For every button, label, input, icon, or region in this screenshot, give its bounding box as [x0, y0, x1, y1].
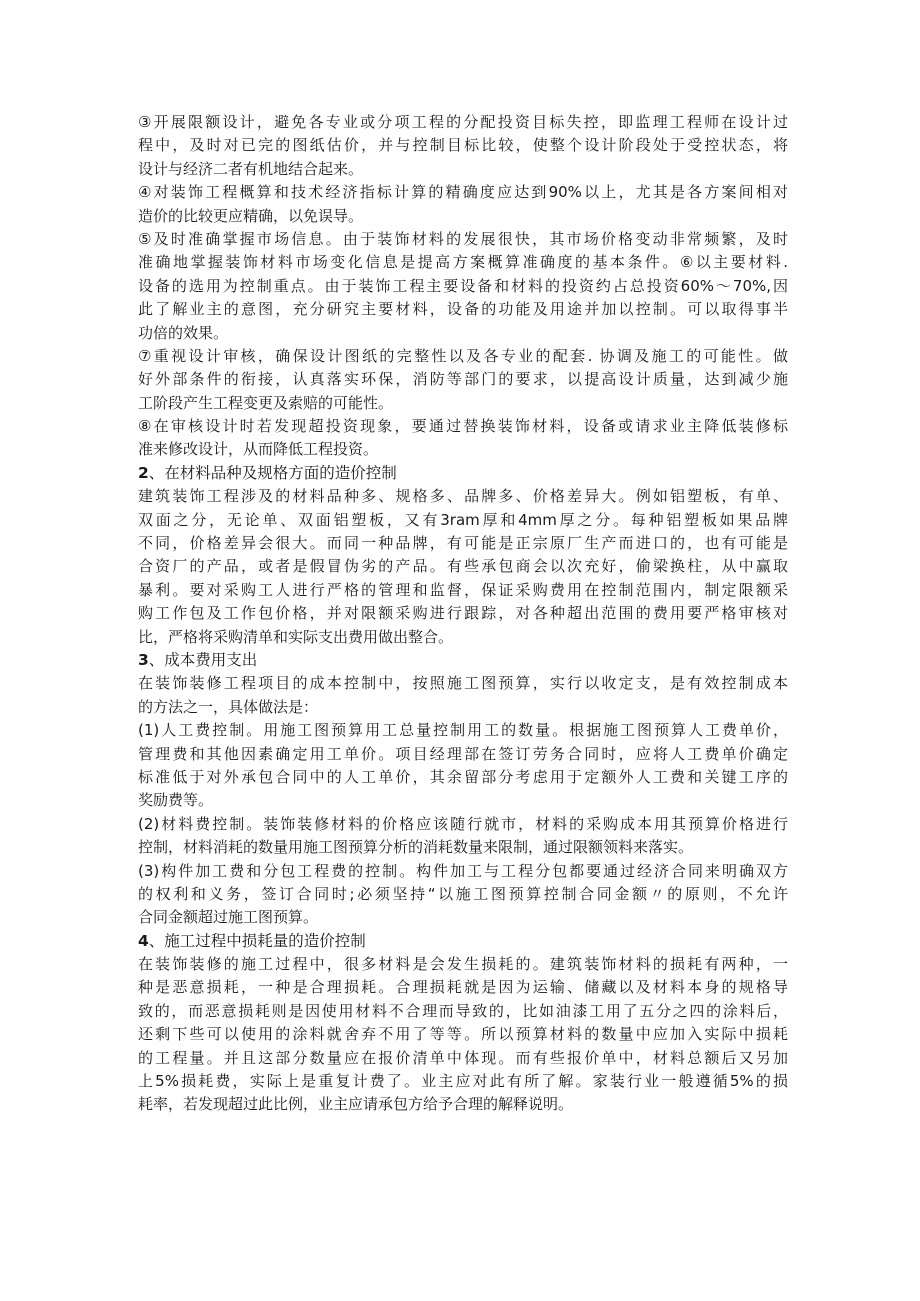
text-line: 暴利。要对采购工人进行严格的管理和监督，保证采购费用在控制范围内，制定限额采: [138, 580, 788, 599]
section-3-intro: [138, 672, 788, 719]
text-line: 在装饰装修工程项目的成本控制中，按照施工图预算，实行以收定支，是有效控制成本: [138, 674, 788, 693]
text-line: 设计与经济二者有机地结合起来。: [138, 159, 364, 178]
text-line: 准确地掌握装饰材料市场变化信息是提高方案概算准确度的基本条件。⑥以主要材料.: [138, 253, 788, 272]
text-line: 在装饰装修的施工过程中，很多材料是会发生损耗的。建筑装饰材料的损耗有两种，一: [138, 955, 788, 974]
text-line: 控制，材料消耗的数量用施工图预算分析的消耗数量来限制，通过限额领料来落实。: [138, 838, 694, 857]
text-line: 致的，而恶意损耗则是因使用材料不合理而导致的，比如油漆工用了五分之四的涂料后，: [138, 1001, 788, 1020]
item-3-limit-design: [138, 111, 788, 181]
section-3-heading: [138, 649, 788, 672]
text-line: ⑤及时准确掌握市场信息。由于装饰材料的发展很快，其市场价格变动非常频繁，及时: [138, 229, 788, 248]
text-line: 上5%损耗费，实际上是重复计费了。业主应对此有所了解。家装行业一般遵循5%的损: [138, 1072, 788, 1091]
text-line: 建筑装饰工程涉及的材料品种多、规格多、品牌多、价格差异大。例如铝塑板，有单、: [138, 487, 788, 506]
text-line: 程中，及时对已完的图纸估价，并与控制目标比较，使整个设计阶段处于受控状态，将: [138, 136, 788, 155]
section-heading: [138, 462, 788, 485]
text-line: 的方法之一，具体做法是：: [138, 697, 319, 716]
text-line: 比，严格将采购清单和实际支出费用做出整合。: [138, 627, 454, 646]
text-line: 种是恶意损耗，一种是合理损耗。合理损耗就是因为运输、储藏以及材料本身的规格导: [138, 978, 788, 997]
text-line: ④对装饰工程概算和技术经济指标计算的精确度应达到90%以上，尤其是各方案间相对: [138, 183, 788, 202]
text-line: 的权利和义务，签订合同时;必须坚持“以施工图预算控制合同金额〃的原则，不允许: [138, 884, 788, 903]
item-7-design-review: [138, 345, 788, 415]
text-line: 合同金额超过施工图预算。: [138, 908, 319, 927]
text-line: 设备的选用为控制重点。由于装饰工程主要设备和材料的投资约占总投资60%～70%,因: [138, 276, 788, 295]
text-line: 还剩下些可以使用的涂料就舍弃不用了等等。所以预算材料的数量中应加入实际中损耗: [138, 1025, 788, 1044]
section-title: 、施工过程中损耗量的造价控制: [148, 931, 366, 950]
text-line: 奖励费等。: [138, 791, 214, 810]
text-line: ⑧在审核设计时若发现超投资现象，要通过替换装饰材料，设备或请求业主降低装修标: [138, 417, 788, 436]
section-3-item-2: [138, 813, 788, 860]
text-line: 造价的比较更应精确，以免误导。: [138, 206, 364, 225]
section-number: 2: [138, 463, 149, 482]
text-line: (2)材料费控制。装饰装修材料的价格应该随行就市，材料的采购成本用其预算价格进行: [138, 814, 788, 833]
item-5-6-market-info: [138, 228, 788, 345]
text-line: 不同，价格差异会很大。而同一种品牌，有可能是正宗原厂生产而进口的，也有可能是: [138, 534, 788, 553]
text-line: 工阶段产生工程变更及索赔的可能性。: [138, 393, 394, 412]
section-title: 、成本费用支出: [148, 650, 258, 669]
text-line: (1)人工费控制。用施工图预算用工总量控制用工的数量。根据施工图预算人工费单价，: [138, 721, 788, 740]
section-4-body: [138, 953, 788, 1117]
text-line: (3)构件加工费和分包工程费的控制。构件加工与工程分包都要通过经济合同来明确双方: [138, 861, 788, 880]
section-title: 、在材料品种及规格方面的造价控制: [148, 463, 397, 482]
section-heading: [138, 930, 788, 953]
text-line: 的工程量。并且这部分数量应在报价清单中体现。而有些报价单中，材料总额后又另加: [138, 1048, 788, 1067]
text-line: 好外部条件的衔接，认真落实环保，消防等部门的要求，以提高设计质量，达到减少施: [138, 370, 788, 389]
section-2-body: [138, 485, 788, 649]
text-line: 管理费和其他因素确定用工单价。项目经理部在签订劳务合同时，应将人工费单价确定: [138, 744, 788, 763]
document-page: [138, 111, 788, 1117]
text-line: 购工作包及工作包价格，并对限额采购进行跟踪，对各种超出范围的费用要严格审核对: [138, 604, 788, 623]
section-4-heading: [138, 930, 788, 953]
section-3-item-3: [138, 860, 788, 930]
text-line: 准来修改设计，从而降低工程投资。: [138, 440, 379, 459]
item-4-estimate-accuracy: [138, 181, 788, 228]
text-line: ③开展限额设计，避免各专业或分项工程的分配投资目标失控，即监理工程师在设计过: [138, 113, 788, 131]
text-line: ⑦重视设计审核，确保设计图纸的完整性以及各专业的配套. 协调及施工的可能性。做: [138, 346, 788, 365]
text-line: 双面之分，无论单、双面铝塑板，又有3ram厚和4mm厚之分。每种铝塑板如果品牌: [138, 510, 788, 529]
text-line: 合资厂的产品，或者是假冒伪劣的产品。有些承包商会以次充好，偷梁换柱，从中赢取: [138, 557, 788, 576]
text-line: 此了解业主的意图，充分研究主要材料，设备的功能及用途并加以控制。可以取得事半: [138, 300, 788, 319]
section-heading: [138, 649, 788, 672]
text-line: 标准低于对外承包合同中的人工单价，其余留部分考虑用于定额外人工费和关键工序的: [138, 767, 788, 786]
section-2-heading: [138, 462, 788, 485]
text-line: 耗率，若发现超过此比例，业主应请承包方给予合理的解释说明。: [138, 1095, 574, 1114]
section-number: 4: [138, 931, 149, 950]
section-3-item-1: [138, 719, 788, 813]
section-number: 3: [138, 650, 149, 669]
item-8-over-budget: [138, 415, 788, 462]
text-line: 功倍的效果。: [138, 323, 229, 342]
